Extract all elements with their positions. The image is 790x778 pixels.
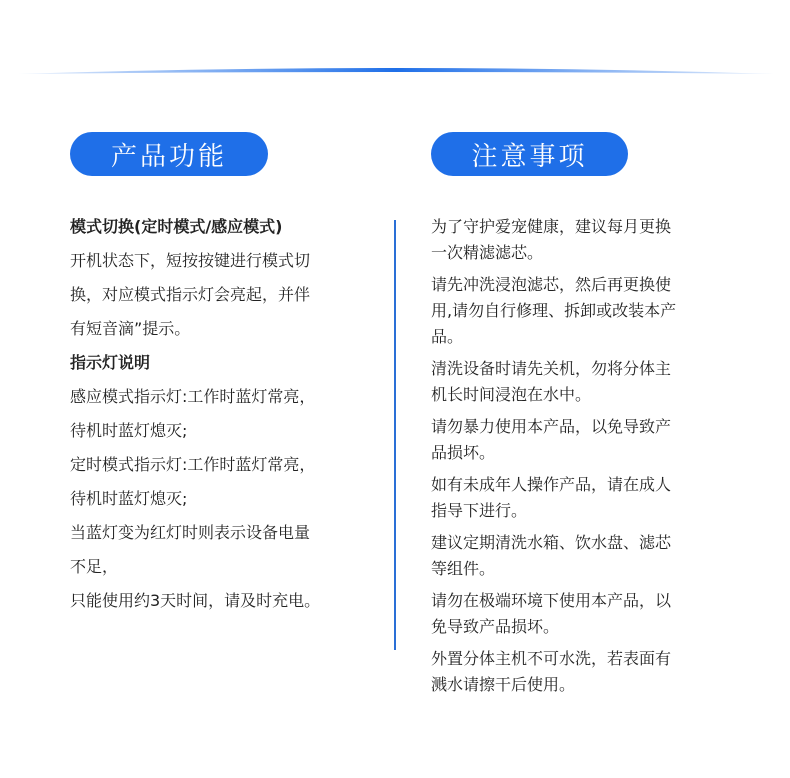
note-line: 如有未成年人操作产品，请在成人 (431, 475, 672, 494)
note-line: 机长时间浸泡在水中。 (431, 385, 592, 404)
note-line: 请勿在极端环境下使用本产品，以 (431, 591, 672, 610)
note-line: 清洗设备时请先关机，勿将分体主 (431, 359, 672, 378)
note-line: 溅水请擦干后使用。 (431, 675, 576, 694)
column-divider (394, 220, 396, 650)
feature-line: 只能使用约3天时间，请及时充电。 (70, 591, 321, 610)
feature-heading: 模式切换(定时模式/感应模式) (70, 217, 283, 236)
feature-line: 定时模式指示灯:工作时蓝灯常亮， (70, 455, 316, 474)
note-item (431, 214, 731, 266)
note-line: 建议定期清洗水箱、饮水盘、滤芯 (431, 533, 672, 552)
feature-heading: 指示灯说明 (70, 353, 151, 372)
feature-line: 待机时蓝灯熄灭; (70, 421, 188, 440)
feature-line: 感应模式指示灯:工作时蓝灯常亮， (70, 387, 316, 406)
note-item (431, 646, 731, 698)
features-header: 产品功能 (70, 132, 268, 176)
feature-line: 当蓝灯变为红灯时则表示设备电量 (70, 523, 311, 542)
note-item (431, 530, 731, 582)
note-line: 指导下进行。 (431, 501, 528, 520)
note-line: 外置分体主机不可水洗，若表面有 (431, 649, 672, 668)
note-item (431, 272, 731, 350)
note-line: 用,请勿自行修理、拆卸或改装本产 (431, 301, 677, 320)
feature-line: 不足， (70, 557, 119, 576)
top-decorative-line (18, 66, 774, 78)
notes-header: 注意事项 (431, 132, 628, 176)
note-item (431, 414, 731, 466)
note-line: 一次精滤滤芯。 (431, 243, 544, 262)
note-line: 等组件。 (431, 559, 496, 578)
feature-line: 开机状态下，短按按键进行模式切 (70, 251, 311, 270)
note-item (431, 356, 731, 408)
note-item (431, 588, 731, 640)
features-section (70, 210, 380, 618)
note-line: 免导致产品损坏。 (431, 617, 560, 636)
note-line: 为了守护爱宠健康，建议每月更换 (431, 217, 672, 236)
note-line: 品损坏。 (431, 443, 496, 462)
feature-line: 有短音滴”提示。 (70, 319, 191, 338)
note-line: 品。 (431, 327, 464, 346)
note-line: 请先冲洗浸泡滤芯，然后再更换使 (431, 275, 672, 294)
feature-line: 待机时蓝灯熄灭; (70, 489, 188, 508)
feature-line: 换，对应模式指示灯会亮起，并伴 (70, 285, 311, 304)
note-item (431, 472, 731, 524)
note-line: 请勿暴力使用本产品，以免导致产 (431, 417, 672, 436)
notes-section (431, 214, 731, 704)
